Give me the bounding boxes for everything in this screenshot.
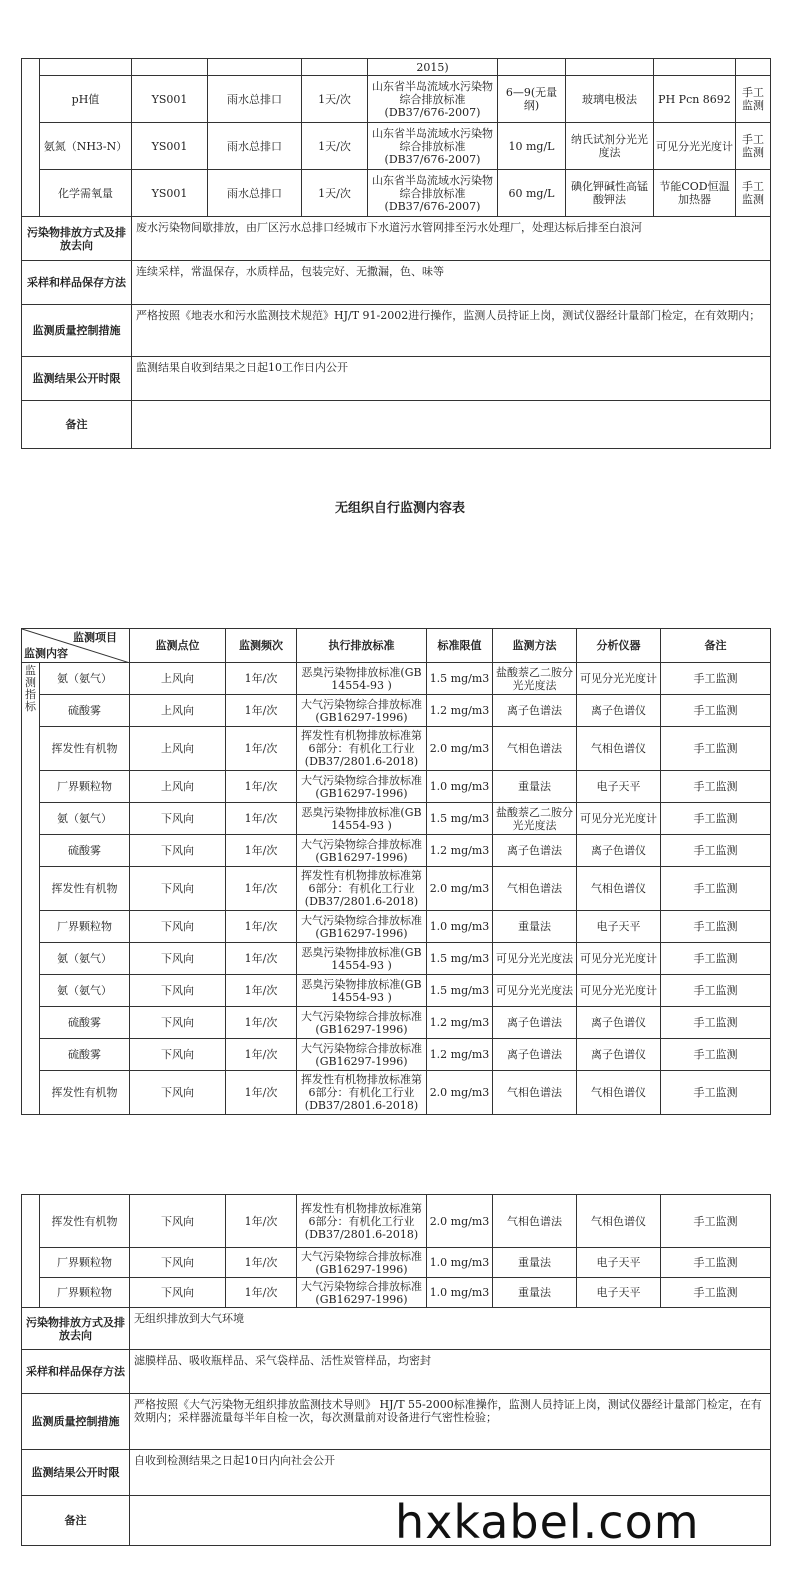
cell-loc: 上风向 [130, 727, 226, 771]
table-row [22, 663, 771, 695]
empty-cell [654, 59, 736, 76]
watermark: hxkabel.com [395, 1495, 700, 1549]
cell-std: 大气污染物综合排放标准(GB16297-1996) [297, 1039, 427, 1071]
cell-limit: 1.0 mg/m3 [427, 911, 493, 943]
cell-limit: 60 mg/L [498, 170, 566, 217]
info-text: 严格按照《大气污染物无组织排放监测技术导则》 HJ/T 55-2000标准操作，监测人员持证上岗，测试仪器经计量部门检定，在有效期内；采样器流量每半年自检一次，每次测量前对设备进行气密性检验； [130, 1394, 771, 1450]
cell-limit: 2.0 mg/m3 [427, 867, 493, 911]
info-row [22, 1450, 771, 1496]
cell-inst: 气相色谱仪 [577, 867, 661, 911]
info-text: 无组织排放到大气环境 [130, 1308, 771, 1350]
header-note: 备注 [661, 629, 771, 663]
cell-inst: 可见分光光度计 [654, 123, 736, 170]
cell-method: 盐酸萘乙二胺分光光度法 [493, 663, 577, 695]
cell-limit: 10 mg/L [498, 123, 566, 170]
empty-cell [302, 59, 368, 76]
cell-freq: 1年/次 [226, 803, 297, 835]
cell-freq: 1年/次 [226, 1278, 297, 1308]
cell-note: 手工监测 [661, 943, 771, 975]
cell-item: 氨（氨气） [40, 975, 130, 1007]
info-row [22, 1394, 771, 1450]
header-method: 监测方法 [493, 629, 577, 663]
cell-loc: 雨水总排口 [208, 76, 302, 123]
cell-inst: PH Pcn 8692 [654, 76, 736, 123]
info-label: 备注 [22, 1496, 130, 1546]
cell-loc: 雨水总排口 [208, 123, 302, 170]
cell-std: 山东省半岛流域水污染物综合排放标准(DB37/676-2007) [368, 76, 498, 123]
cell-item: 氨氮（NH3-N） [40, 123, 132, 170]
table-row [22, 123, 771, 170]
cell-freq: 1天/次 [302, 123, 368, 170]
cell-item: 挥发性有机物 [40, 867, 130, 911]
table-row [22, 1007, 771, 1039]
sidebar-cell [22, 59, 40, 217]
cell-note: 手工监测 [661, 1007, 771, 1039]
info-row [22, 217, 771, 261]
cell-note: 手工监测 [661, 911, 771, 943]
cell-method: 离子色谱法 [493, 695, 577, 727]
header-inst: 分析仪器 [577, 629, 661, 663]
cell-limit: 2.0 mg/m3 [427, 1071, 493, 1115]
info-row [22, 1308, 771, 1350]
cell-note: 手工监测 [661, 663, 771, 695]
cell-method: 重量法 [493, 1248, 577, 1278]
cell-loc: 上风向 [130, 695, 226, 727]
cell-item: 化学需氧量 [40, 170, 132, 217]
cell-loc: 下风向 [130, 911, 226, 943]
empty-cell [208, 59, 302, 76]
header-limit: 标准限值 [427, 629, 493, 663]
cell-std: 大气污染物综合排放标准(GB16297-1996) [297, 695, 427, 727]
info-label: 污染物排放方式及排放去向 [22, 1308, 130, 1350]
cell-note: 手工监测 [661, 771, 771, 803]
info-row [22, 357, 771, 401]
section-title: 无组织自行监测内容表 [334, 501, 465, 516]
cell-note: 手工监测 [661, 803, 771, 835]
cell-inst: 可见分光光度计 [577, 663, 661, 695]
cell-std: 大气污染物综合排放标准(GB16297-1996) [297, 1007, 427, 1039]
cell-inst: 可见分光光度计 [577, 943, 661, 975]
cell-loc: 下风向 [130, 835, 226, 867]
table-row [22, 943, 771, 975]
cell-inst: 气相色谱仪 [577, 1071, 661, 1115]
info-label: 监测结果公开时限 [22, 357, 132, 401]
cell-limit: 2.0 mg/m3 [427, 1195, 493, 1248]
cell-std: 恶臭污染物排放标准(GB 14554-93 ) [297, 943, 427, 975]
cell-freq: 1年/次 [226, 771, 297, 803]
cell-limit: 1.5 mg/m3 [427, 975, 493, 1007]
cell-loc: 下风向 [130, 1039, 226, 1071]
cell-inst: 电子天平 [577, 911, 661, 943]
cell-item: 氨（氨气） [40, 663, 130, 695]
table-row [22, 59, 771, 76]
cell-loc: 上风向 [130, 771, 226, 803]
cell-code: YS001 [132, 170, 208, 217]
cell-inst: 电子天平 [577, 771, 661, 803]
header-std: 执行排放标准 [297, 629, 427, 663]
cell-freq: 1年/次 [226, 1071, 297, 1115]
header-diagonal-cell [22, 629, 130, 663]
cell-std: 挥发性有机物排放标准第6部分：有机化工行业(DB37/2801.6-2018) [297, 727, 427, 771]
header-freq: 监测频次 [226, 629, 297, 663]
cell-inst: 电子天平 [577, 1248, 661, 1278]
cell-freq: 1年/次 [226, 911, 297, 943]
sidebar-label: 监测指标 [22, 663, 40, 1115]
cell-loc: 下风向 [130, 943, 226, 975]
cell-method: 气相色谱法 [493, 1195, 577, 1248]
cell-std: 挥发性有机物排放标准第6部分：有机化工行业(DB37/2801.6-2018) [297, 1195, 427, 1248]
cell-mode: 手工监测 [736, 123, 771, 170]
cell-item: 挥发性有机物 [40, 727, 130, 771]
cell-inst: 气相色谱仪 [577, 727, 661, 771]
cell-item: pH值 [40, 76, 132, 123]
info-label: 监测结果公开时限 [22, 1450, 130, 1496]
air-monitoring-table-continued [21, 1194, 771, 1546]
cell-freq: 1天/次 [302, 76, 368, 123]
cell-std: 恶臭污染物排放标准(GB 14554-93 ) [297, 803, 427, 835]
cell-limit: 1.0 mg/m3 [427, 1278, 493, 1308]
water-monitoring-table [21, 58, 771, 449]
info-label: 采样和样品保存方法 [22, 261, 132, 305]
cell-note: 手工监测 [661, 835, 771, 867]
table-row [22, 835, 771, 867]
cell-item: 厂界颗粒物 [40, 771, 130, 803]
cell-method: 离子色谱法 [493, 1007, 577, 1039]
cell-std: 山东省半岛流域水污染物综合排放标准(DB37/676-2007) [368, 123, 498, 170]
cell-freq: 1年/次 [226, 835, 297, 867]
cell-inst: 离子色谱仪 [577, 835, 661, 867]
cell-freq: 1年/次 [226, 1248, 297, 1278]
cell-method: 重量法 [493, 771, 577, 803]
table-row [22, 170, 771, 217]
cell-method: 重量法 [493, 1278, 577, 1308]
cell-code: YS001 [132, 123, 208, 170]
empty-cell [566, 59, 654, 76]
cell-inst: 可见分光光度计 [577, 803, 661, 835]
cell-item: 硫酸雾 [40, 1039, 130, 1071]
cell-loc: 下风向 [130, 975, 226, 1007]
info-text: 连续采样，常温保存，水质样品，包装完好、无撒漏，色、味等 [132, 261, 771, 305]
cell-std: 山东省半岛流域水污染物综合排放标准(DB37/676-2007) [368, 170, 498, 217]
cell-note: 手工监测 [661, 1071, 771, 1115]
info-row [22, 261, 771, 305]
cell-std: 挥发性有机物排放标准第6部分：有机化工行业(DB37/2801.6-2018) [297, 867, 427, 911]
cell-method: 气相色谱法 [493, 1071, 577, 1115]
empty-cell [132, 59, 208, 76]
cell-freq: 1年/次 [226, 1195, 297, 1248]
cell-freq: 1年/次 [226, 727, 297, 771]
info-row [22, 1350, 771, 1394]
cell-limit: 1.2 mg/m3 [427, 1007, 493, 1039]
info-text: 监测结果自收到结果之日起10工作日内公开 [132, 357, 771, 401]
cell-inst: 电子天平 [577, 1278, 661, 1308]
cell-freq: 1年/次 [226, 1007, 297, 1039]
cell-limit: 1.0 mg/m3 [427, 771, 493, 803]
cell-item: 厂界颗粒物 [40, 911, 130, 943]
empty-cell [736, 59, 771, 76]
cell-item: 挥发性有机物 [40, 1071, 130, 1115]
cell-loc: 下风向 [130, 1278, 226, 1308]
cell-limit: 1.5 mg/m3 [427, 803, 493, 835]
cell-mode: 手工监测 [736, 170, 771, 217]
cell-method: 碘化钾碱性高锰酸钾法 [566, 170, 654, 217]
info-label: 污染物排放方式及排放去向 [22, 217, 132, 261]
cell-freq: 1年/次 [226, 943, 297, 975]
cell-limit: 1.0 mg/m3 [427, 1248, 493, 1278]
cell-freq: 1年/次 [226, 975, 297, 1007]
header-content: 监测内容 [24, 647, 68, 660]
cell-item: 氨（氨气） [40, 803, 130, 835]
info-text: 严格按照《地表水和污水监测技术规范》HJ/T 91-2002进行操作，监测人员持证上岗，测试仪器经计量部门检定，在有效期内； [132, 305, 771, 357]
sidebar-cell [22, 1195, 40, 1308]
cell-inst: 气相色谱仪 [577, 1195, 661, 1248]
cell-limit: 1.5 mg/m3 [427, 943, 493, 975]
cell-loc: 下风向 [130, 803, 226, 835]
cell-inst: 离子色谱仪 [577, 1039, 661, 1071]
header-row [22, 629, 771, 663]
table-row [22, 1248, 771, 1278]
info-label: 监测质量控制措施 [22, 1394, 130, 1450]
cell-note: 手工监测 [661, 975, 771, 1007]
cell-item: 硫酸雾 [40, 695, 130, 727]
table-row [22, 803, 771, 835]
cell-item: 硫酸雾 [40, 835, 130, 867]
table-row [22, 1278, 771, 1308]
cell-item: 硫酸雾 [40, 1007, 130, 1039]
cell-freq: 1天/次 [302, 170, 368, 217]
cell-std: 大气污染物综合排放标准(GB16297-1996) [297, 771, 427, 803]
cell-item: 厂界颗粒物 [40, 1278, 130, 1308]
info-row [22, 401, 771, 449]
cell-freq: 1年/次 [226, 695, 297, 727]
info-row [22, 305, 771, 357]
cell-method: 离子色谱法 [493, 1039, 577, 1071]
air-monitoring-table [21, 628, 771, 1115]
cell-inst: 可见分光光度计 [577, 975, 661, 1007]
cell-freq: 1年/次 [226, 867, 297, 911]
cell-limit: 2.0 mg/m3 [427, 727, 493, 771]
cell-inst: 离子色谱仪 [577, 695, 661, 727]
table-row [22, 76, 771, 123]
cell-inst: 离子色谱仪 [577, 1007, 661, 1039]
cell-method: 可见分光光度法 [493, 943, 577, 975]
cell-std: 大气污染物综合排放标准(GB16297-1996) [297, 1248, 427, 1278]
cell-item: 厂界颗粒物 [40, 1248, 130, 1278]
cell-method: 盐酸萘乙二胺分光光度法 [493, 803, 577, 835]
cell-std: 大气污染物综合排放标准(GB16297-1996) [297, 911, 427, 943]
cell-note: 手工监测 [661, 1248, 771, 1278]
table-row [22, 1039, 771, 1071]
cell-limit: 1.2 mg/m3 [427, 1039, 493, 1071]
cell-freq: 1年/次 [226, 1039, 297, 1071]
cell-std: 恶臭污染物排放标准(GB 14554-93 ) [297, 663, 427, 695]
cell-std: 挥发性有机物排放标准第6部分：有机化工行业(DB37/2801.6-2018) [297, 1071, 427, 1115]
cell-loc: 下风向 [130, 1195, 226, 1248]
cell-loc: 下风向 [130, 1007, 226, 1039]
empty-cell [498, 59, 566, 76]
info-label: 监测质量控制措施 [22, 305, 132, 357]
header-loc: 监测点位 [130, 629, 226, 663]
cell-item: 氨（氨气） [40, 943, 130, 975]
cell-inst: 节能COD恒温加热器 [654, 170, 736, 217]
table-row [22, 695, 771, 727]
cell-note: 手工监测 [661, 1278, 771, 1308]
cell-method: 纳氏试剂分光光度法 [566, 123, 654, 170]
table-row [22, 727, 771, 771]
cell-limit: 6—9(无量纲) [498, 76, 566, 123]
cell-note: 手工监测 [661, 1039, 771, 1071]
info-label: 备注 [22, 401, 132, 449]
cell-method: 可见分光光度法 [493, 975, 577, 1007]
table-row [22, 771, 771, 803]
cell-loc: 下风向 [130, 867, 226, 911]
cell-limit: 1.5 mg/m3 [427, 663, 493, 695]
table-row [22, 867, 771, 911]
cell-limit: 1.2 mg/m3 [427, 695, 493, 727]
info-text: 自收到检测结果之日起10日内向社会公开 [130, 1450, 771, 1496]
cell-item: 挥发性有机物 [40, 1195, 130, 1248]
info-label: 采样和样品保存方法 [22, 1350, 130, 1394]
cell-loc: 上风向 [130, 663, 226, 695]
cell-method: 气相色谱法 [493, 727, 577, 771]
header-item: 监测项目 [73, 631, 117, 644]
empty-cell [40, 59, 132, 76]
cell-loc: 雨水总排口 [208, 170, 302, 217]
cell-std: 大气污染物综合排放标准(GB16297-1996) [297, 835, 427, 867]
cell-note: 手工监测 [661, 727, 771, 771]
cell-note: 手工监测 [661, 1195, 771, 1248]
cell-method: 玻璃电极法 [566, 76, 654, 123]
cell-loc: 下风向 [130, 1248, 226, 1278]
table-row [22, 911, 771, 943]
cell-method: 重量法 [493, 911, 577, 943]
cell-std: 恶臭污染物排放标准(GB 14554-93 ) [297, 975, 427, 1007]
cell-code: YS001 [132, 76, 208, 123]
cell-note: 手工监测 [661, 867, 771, 911]
info-text: 滤膜样品、吸收瓶样品、采气袋样品、活性炭管样品，均密封 [130, 1350, 771, 1394]
cell-mode: 手工监测 [736, 76, 771, 123]
info-text: 废水污染物间歇排放，由厂区污水总排口经城市下水道污水管网排至污水处理厂，处理达标后排至白浪河 [132, 217, 771, 261]
cell-note: 手工监测 [661, 695, 771, 727]
cell-method: 离子色谱法 [493, 835, 577, 867]
cell-std: 大气污染物综合排放标准(GB16297-1996) [297, 1278, 427, 1308]
standard-cell: 2015) [368, 59, 498, 76]
table-row [22, 1071, 771, 1115]
table-row [22, 975, 771, 1007]
table-row [22, 1195, 771, 1248]
cell-freq: 1年/次 [226, 663, 297, 695]
cell-loc: 下风向 [130, 1071, 226, 1115]
info-text [132, 401, 771, 449]
cell-limit: 1.2 mg/m3 [427, 835, 493, 867]
cell-method: 气相色谱法 [493, 867, 577, 911]
